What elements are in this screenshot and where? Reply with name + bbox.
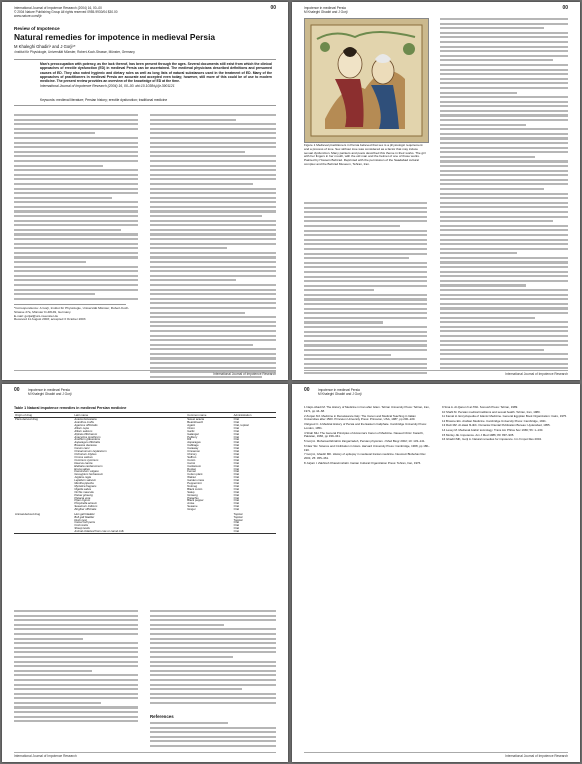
reference-item: 4 Shah MH. The General Principles of Avicenna's Canon of Medicine. Naveed Clinic: Karachi, Pakistan, 1966, pp 339–341. bbox=[304, 430, 424, 439]
administration-cell: Oral bbox=[233, 504, 239, 509]
page-2 bbox=[292, 2, 580, 380]
page-number: 00 bbox=[14, 387, 20, 393]
latin-name-cell: Acanthus mollis bbox=[74, 420, 94, 424]
common-name-cell: Sesame bbox=[187, 504, 198, 509]
administration-cell: Oral bbox=[233, 434, 239, 439]
administration-cell: Oral bbox=[233, 463, 239, 468]
running-foot: International Journal of Impotence Research bbox=[14, 370, 276, 376]
administration-cell: Oral bbox=[233, 523, 239, 528]
origin-cell: Plant-derived drug bbox=[15, 417, 38, 422]
latin-name-cell: Pistacia vera bbox=[74, 495, 91, 500]
common-name-cell: Onion bbox=[187, 425, 195, 430]
common-name-cell: Peppermint bbox=[187, 481, 202, 486]
latin-name-cell: Foeniculum vulgare bbox=[74, 469, 99, 474]
body-text-col-1 bbox=[304, 202, 427, 377]
administration-cell: Oral bbox=[233, 498, 239, 503]
common-name-cell: Dill bbox=[187, 437, 192, 442]
reference-list-col-1 bbox=[304, 406, 430, 466]
administration-cell: Oral bbox=[233, 501, 239, 506]
latin-name-cell: Zingiber officinale bbox=[74, 507, 97, 512]
common-name-cell: Black pepper bbox=[187, 498, 204, 503]
body-text-col-2 bbox=[150, 114, 276, 380]
references-start bbox=[150, 722, 276, 750]
common-name-cell: Cumin bbox=[187, 457, 196, 462]
running-foot: International Journal of Impotence Research bbox=[14, 752, 276, 758]
common-name-cell: Anise bbox=[187, 501, 195, 506]
latin-name-cell: Cinnamomum zeylanicum bbox=[74, 449, 107, 454]
latin-name-cell: Anacyclus pyrethrum bbox=[74, 434, 101, 439]
reference-list-col-2 bbox=[442, 406, 568, 443]
common-name-cell: Bearsbreech bbox=[187, 420, 204, 424]
reference-item: 16 Ghadiri MK, Gorji A. Natural remedies for impotence. Int J Impot Res 2004. bbox=[442, 437, 542, 442]
common-name-cell: Pistachio bbox=[187, 495, 199, 500]
latin-name-cell: Gossypium herbaceum bbox=[74, 472, 104, 477]
common-name-cell: Carrot bbox=[187, 460, 196, 465]
affiliation: ¹Institut für Physiologie, Universität Münster, Robert-Koch-Strasse, Münster, Germany bbox=[14, 50, 135, 54]
common-name-cell: Caraway bbox=[187, 446, 199, 451]
correspondence: *Correspondence: A Gorji, Institut für Physiologie, Universität Münster, Robert-Koch-Strasse 27a, Münster D-48149, Germany. E-mail: gorjial@uni-muenster.de Received 11 August 2003; accepted 3 October 2003 bbox=[14, 306, 130, 322]
latin-name-cell: Daucus carota bbox=[74, 460, 93, 465]
common-name-cell bbox=[186, 530, 232, 533]
common-name-cell: Saffron bbox=[187, 454, 197, 459]
administration-cell: Oral bbox=[233, 466, 239, 471]
running-head bbox=[304, 389, 568, 397]
common-name-cell: Sweet acacia bbox=[187, 417, 204, 422]
divider bbox=[14, 105, 276, 106]
latin-name-cell: Cichorium intybus bbox=[74, 451, 97, 456]
administration-cell: Oral bbox=[233, 530, 276, 533]
journal-info: International Journal of Impotence Research (2004) 16, 00–00 © 2004 Nature Publishing Group All rights reserved 0955-9930/04 $30.00 www.nature.com/ijir bbox=[14, 6, 118, 18]
latin-name-cell: Asparagus officinalis bbox=[74, 440, 100, 445]
latin-name-cell: Myristica fragrans bbox=[74, 483, 97, 488]
common-name-cell: Nutmeg bbox=[187, 483, 198, 488]
references-heading: References bbox=[150, 714, 174, 719]
administration-cell: Oral bbox=[233, 469, 239, 474]
administration-cell: Oral bbox=[233, 431, 239, 436]
reference-item: 3 Elgood C. A Medical History of Persia and the Eastern Caliphate. Cambridge University Press: London, 1951. bbox=[304, 422, 427, 430]
latin-name-cell: Elettaria cardamomum bbox=[74, 463, 103, 468]
latin-name-cell: Acacia farnesiana bbox=[74, 417, 97, 422]
common-name-cell: Galangal bbox=[187, 431, 199, 436]
latin-name-cell: Sheep testis bbox=[74, 526, 90, 531]
latin-name-cell: Allium sativum bbox=[74, 428, 93, 433]
administration-cell: Oral bbox=[233, 454, 239, 459]
common-name-cell: Ginseng bbox=[187, 492, 198, 497]
latin-name-cell: Mentha piperita bbox=[74, 481, 94, 486]
reference-item: 5 Gorji A. Mohamad Ebrahim Zargarzadeh, Persian physician. J Med Biogr 2002; 10: 133–141. bbox=[304, 439, 426, 443]
figure-1-painting bbox=[304, 18, 429, 143]
reference-item: 7 Gorji A, Ghadiri MK. History of epilepsy in medieval Iranian medicine. Neurosci Biobehav Rev 2001; 25: 455–461. bbox=[304, 452, 426, 460]
reference-item: 15 Morley JE. Impotence. Am J Med 1986; 80: 897–905. bbox=[442, 432, 515, 437]
table-caption bbox=[14, 406, 126, 410]
administration-cell: Oral bbox=[233, 446, 239, 451]
body-text-col-2 bbox=[150, 610, 276, 706]
latin-name-cell: Duck nest bbox=[74, 517, 87, 522]
origin-cell bbox=[14, 530, 73, 533]
common-name-cell: Salep bbox=[187, 489, 195, 494]
latin-name-cell: Piper nigrum bbox=[74, 498, 91, 503]
reference-item: 9 Sina A. Al-Qanun fi al-Tibb. Soroush Press: Tehran, 1989. bbox=[442, 405, 519, 409]
administration-cell: Oral bbox=[233, 425, 239, 430]
administration-cell: Oral bbox=[233, 460, 239, 465]
reference-item: 13 Razi MZ. Al-Hawi fil-tibb. Osmania Oriental Publication Bureau: Hyderabad, 1955. bbox=[442, 423, 551, 428]
administration-cell: Oral bbox=[233, 475, 239, 480]
administration-cell: Topical bbox=[233, 514, 243, 519]
running-foot: International Journal of Impotence Research bbox=[304, 370, 568, 376]
reference-item: 1 Najm-Abadi M. The History of Medicine in Iran after Islam. Tehran University Press: Tehran, Iran, 1971, pp 44–68. bbox=[304, 405, 430, 413]
administration-cell: Oral bbox=[233, 472, 239, 477]
remedies-table bbox=[14, 412, 276, 534]
latin-name-cell: Cuminum cyminum bbox=[74, 457, 99, 462]
latin-name-cell: Brassica oleracea bbox=[74, 443, 97, 448]
administration-cell: Topical bbox=[233, 511, 243, 516]
common-name-cell: Garden cress bbox=[187, 478, 205, 483]
running-head bbox=[14, 7, 276, 18]
latin-name-cell: Orchis mascula bbox=[74, 489, 94, 494]
administration-cell: Oral bbox=[233, 520, 239, 525]
running-foot: International Journal of Impotence Research bbox=[304, 752, 568, 758]
article-category: Review of Impotence bbox=[14, 26, 60, 31]
latin-name-cell: Panax ginseng bbox=[74, 492, 93, 497]
col-header-latin: Latin name bbox=[73, 413, 186, 418]
table-caption-text: Table 1 Natural impotence remedies in medieval Persian medicine bbox=[14, 406, 127, 410]
latin-name-cell: Agaricus officinalis bbox=[74, 422, 98, 427]
abstract-text: Man's preoccupation with potency, as the lack thereof, has been present through the ages. Several documents still exist from which the clinical approaches of erectile dysfunction (ED) in medieval Persia can be ascertained. The medieval physicians described definitions and presumed causes of ED. They also noted hygienic and dietary rules as well as long lists of natural substances used in the treatment of ED. Many of the approaches of practitioners in medieval Persia are accurate and accepted even today; however, still more of this could be of use to modern medicine. The present review provides an overview of the knowledge of ED at the time. bbox=[40, 62, 272, 84]
body-text-col-1 bbox=[14, 114, 138, 302]
common-name-cell: Agaric bbox=[187, 422, 196, 427]
common-name-cell: Black cumin bbox=[187, 486, 203, 491]
common-name-cell: Rocket bbox=[187, 466, 196, 471]
page-number: 00 bbox=[304, 387, 310, 393]
running-head-text: Impotence in medieval Persia M Khaleghi Ghadiri and J Gorji bbox=[304, 6, 348, 14]
common-name-cell: Ginger bbox=[187, 507, 196, 512]
administration-cell: Oral bbox=[233, 417, 239, 422]
divider bbox=[14, 59, 276, 60]
administration-cell: Oral bbox=[233, 449, 239, 454]
table-row bbox=[14, 530, 276, 533]
author-list: M Khaleghi Ghadiri¹ and J Gorji¹* bbox=[14, 44, 76, 49]
page-4 bbox=[292, 384, 580, 762]
latin-name-cell: Crocus sativus bbox=[74, 454, 93, 459]
administration-cell: Oral bbox=[233, 451, 239, 456]
latin-name-cell: Alpinia officinarum bbox=[74, 431, 98, 436]
running-head-text: Impotence in medieval Persia M Khaleghi Ghadiri and J Gorji bbox=[28, 388, 72, 396]
latin-name-cell: Pimpinella anisum bbox=[74, 501, 98, 506]
latin-name-cell: Anethum graveolens bbox=[74, 437, 100, 442]
latin-name-cell: Animal obtained from cow or camel milk bbox=[73, 530, 186, 533]
reference-item: 14 Levey M. Medieval Arabic toxicology. Trans Am Philos Soc 1966; 56: 1–130. bbox=[442, 427, 544, 432]
reference-item: 12 Browne EG. Arabian Medicine. Cambridge University Press: Cambridge, 1921. bbox=[442, 418, 547, 423]
common-name-cell: Cardamom bbox=[187, 463, 202, 468]
common-name-cell: Fennel bbox=[187, 469, 196, 474]
latin-name-cell: Cock testis bbox=[74, 523, 89, 528]
common-name-cell: Cotton plant bbox=[187, 472, 203, 477]
common-name-cell: Asparagus bbox=[187, 440, 201, 445]
administration-cell: Oral bbox=[233, 489, 239, 494]
body-text-col-2 bbox=[440, 18, 568, 372]
administration-cell: Oral bbox=[233, 495, 239, 500]
common-name-cell: Cabbage bbox=[187, 443, 199, 448]
reference-item: 10 Shafii M. Persian medical traditions and sexual health. Tehran, Iran, 1980. bbox=[442, 409, 541, 414]
administration-cell: Oral bbox=[233, 483, 239, 488]
common-name-cell: Garlic bbox=[187, 428, 195, 433]
administration-cell: Oral bbox=[233, 492, 239, 497]
running-head-text: Impotence in medieval Persia M Khaleghi Ghadiri and J Gorji bbox=[318, 388, 362, 396]
administration-cell: Oral bbox=[233, 428, 239, 433]
administration-cell: Oral bbox=[233, 443, 239, 448]
latin-name-cell: Carum carvi bbox=[74, 446, 90, 451]
footnote-divider bbox=[14, 304, 126, 305]
administration-cell: Oral bbox=[233, 486, 239, 491]
administration-cell: Topical bbox=[233, 517, 243, 522]
latin-name-cell: Camel bull penis bbox=[74, 520, 96, 525]
reference-item: 8 Jurjani I. Zakhireh Kharazmshahi. Iranian Cultural Organization Press: Tehran, Iran, 1976. bbox=[304, 460, 422, 465]
body-text-col-1 bbox=[14, 610, 138, 725]
col-header-admin: Administration bbox=[233, 413, 276, 418]
administration-cell: Oral bbox=[233, 478, 239, 483]
page-number: 00 bbox=[562, 5, 568, 11]
running-head bbox=[14, 389, 276, 397]
common-name-cell: Cinnamon bbox=[187, 449, 201, 454]
administration-cell: Oral bbox=[233, 481, 239, 486]
reference-item: 6 Nasr SH. Science and Civilization in Islam. Harvard University Press: Cambridge, 1968, pp 180–190. bbox=[304, 443, 430, 452]
origin-cell: Animal-derived drug bbox=[15, 511, 41, 516]
keywords: Keywords: medieval literature; Persian history; erectile dysfunction; traditional medicine bbox=[40, 98, 168, 102]
page-1 bbox=[2, 2, 288, 380]
abstract bbox=[40, 62, 272, 89]
common-name-cell: Walnut bbox=[187, 475, 196, 480]
administration-cell: Oral bbox=[233, 526, 239, 531]
latin-name-cell: Hen gall bladder bbox=[74, 511, 95, 516]
administration-cell: Oral, topical bbox=[233, 422, 249, 427]
latin-name-cell: Lepidium sativum bbox=[74, 478, 97, 483]
administration-cell: Oral bbox=[233, 507, 239, 512]
common-name-cell: Chicory bbox=[187, 451, 197, 456]
reference-item: 11 Kamal H. Encyclopedia of Islamic Medicine. General Egyptian Book Organization: Cairo, 1975. bbox=[442, 414, 567, 419]
latin-name-cell: Sesamum indicum bbox=[74, 504, 98, 509]
col-header-origin: Origin of drug bbox=[14, 413, 73, 418]
latin-name-cell: Allium cepa bbox=[74, 425, 89, 430]
administration-cell: Oral bbox=[233, 437, 239, 442]
running-head bbox=[304, 7, 568, 15]
page-number: 00 bbox=[270, 5, 276, 11]
col-header-common: Common name bbox=[186, 413, 232, 418]
latin-name-cell: Juglans regia bbox=[74, 475, 91, 480]
administration-cell: Oral bbox=[233, 457, 239, 462]
latin-name-cell: Nigella sativa bbox=[74, 486, 91, 491]
miniature-painting-image bbox=[305, 19, 428, 142]
latin-name-cell: Eruca sativa bbox=[74, 466, 90, 471]
page-3 bbox=[2, 384, 288, 762]
figure-caption: Figure 1 Medieval practitioners in Persia believed that sex is a physiologic requirement and a process of love. Sex without love was considered as a factor that may induce sexual dysfunction. Many painters and poets described this theme in their works. The girl with her fingers in her mouth, with the old man and the helmet of one of those works. Painted by Hossein Behzad. Reprinted with the permission of the Saadabad cultural complex and the Behzad Museum, Tehran, Iran. bbox=[304, 143, 426, 166]
reference-item: 2 Zonjan MJ. Medicine in Renaissance Italy: The Canon and Medical Teaching in Italian Universities after 1500. Princeton University Press: Princeton, USA, 1987, pp 200–220. bbox=[304, 413, 416, 422]
citation: International Journal of Impotence Research (2004) 16, 00–00. doi:10.1038/sj.ijir.3901121 bbox=[40, 84, 175, 89]
latin-name-cell: Bull gall bladder bbox=[74, 514, 95, 519]
administration-cell: Oral bbox=[233, 440, 239, 445]
common-name-cell: Pellitory bbox=[187, 434, 198, 439]
article-title: Natural remedies for impotence in medieval Persia bbox=[14, 32, 216, 42]
administration-cell: Oral bbox=[233, 420, 239, 424]
